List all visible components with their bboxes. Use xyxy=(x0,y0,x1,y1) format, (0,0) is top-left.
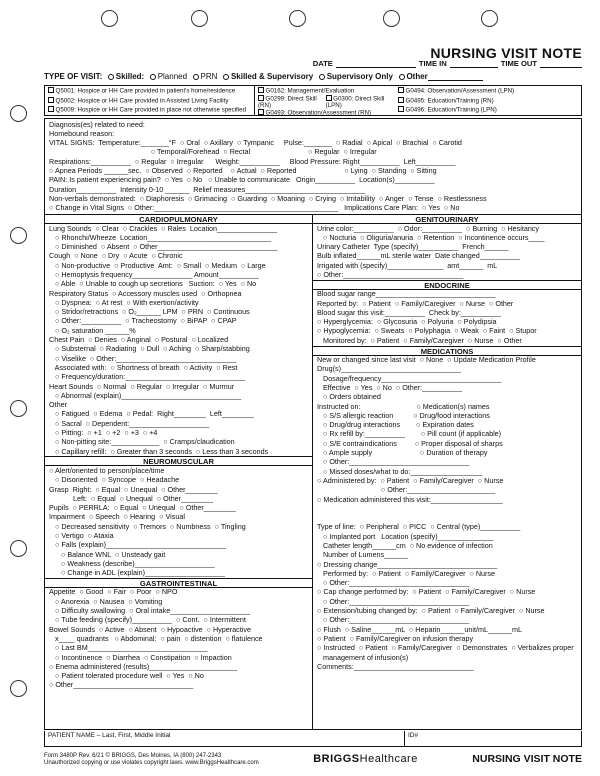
form-row[interactable]: Left: ○ Equal ○ Unequal ○ Other________ xyxy=(49,494,214,503)
skilled-option[interactable]: Skilled: xyxy=(108,72,144,81)
form-row[interactable]: ○ Other:______________________________ xyxy=(317,597,470,606)
form-row[interactable]: ○ Abnormal (explain)______________________________ xyxy=(49,391,242,400)
form-row[interactable]: ○ Decreased sensitivity ○ Tremors ○ Numbness ○ Tingling xyxy=(49,522,246,531)
form-row[interactable]: ○ Hyperglycemia: ○ Glycosuria ○ Polyuria ○ Polydipsia xyxy=(317,317,497,327)
form-row[interactable]: ○ Rx refill by:__________ ○ Pill count (if applicable) xyxy=(317,429,502,439)
footer-title: NURSING VISIT NOTE xyxy=(472,753,582,765)
form-row[interactable] xyxy=(317,514,577,523)
date-field[interactable] xyxy=(336,60,416,68)
form-row[interactable]: ○ Other______________________________ xyxy=(49,680,194,690)
form-row[interactable]: Diagnosis(es) related to need: xyxy=(49,120,145,129)
form-row[interactable]: ○ Pitting: ○ +1 ○ +2 ○ +3 ○ +4 xyxy=(49,428,158,438)
form-row[interactable]: ○ Sacral ○ Dependent:____________________ xyxy=(49,419,210,428)
form-row[interactable]: ○ Ample supply ○ Duration of therapy xyxy=(317,448,488,458)
form-title: NURSING VISIT NOTE xyxy=(430,45,582,61)
form-row[interactable]: ○ Hemoptysis frequency_______________ Amount__________ xyxy=(49,270,259,279)
form-row[interactable]: ○ Patient ○ Family/Caregiver on infusion therapy xyxy=(317,634,474,643)
form-row[interactable]: Associated with: ○ Shortness of breath ○ Activity ○ Rest xyxy=(49,363,238,372)
form-row[interactable]: Reported by: ○ Patient ○ Family/Caregiver ○ Nurse ○ Other xyxy=(317,299,514,308)
form-row[interactable]: ○ Orders obtained xyxy=(317,392,381,402)
form-row[interactable]: Cough ○ None ○ Dry ○ Acute ○ Chronic xyxy=(49,251,183,261)
patient-id-field[interactable]: ID# xyxy=(408,732,419,739)
punch-hole xyxy=(10,105,27,122)
form-row[interactable]: ○ Disoriented ○ Syncope ○ Headache xyxy=(49,475,180,485)
form-row[interactable]: ○ Rhonchi/Wheeze Location_______________________________ xyxy=(49,233,272,242)
form-row[interactable]: ○ Able ○ Unable to cough up secretions Suction: ○ Yes ○ No xyxy=(49,279,257,289)
form-row[interactable]: ○ Dyspnea: ○ At rest ○ With exertion/activity xyxy=(49,298,199,307)
form-row[interactable]: ○ Dressing change______________________________ xyxy=(317,560,498,569)
form-row[interactable]: Heart Sounds ○ Normal ○ Regular ○ Irregular ○ Murmur xyxy=(49,382,235,391)
form-row[interactable]: ○ Change in Vital Signs ○ Other:______________________________________________ Implications Care Plan: ○ Yes ○ No xyxy=(49,203,460,213)
supervisory-only-option[interactable]: Supervisory Only xyxy=(319,72,393,81)
code-option[interactable]: G0495: Education/Training (RN) xyxy=(398,97,578,105)
form-row[interactable]: ○ Last BM______________________________ xyxy=(49,643,208,653)
punch-hole xyxy=(10,227,27,244)
form-row[interactable]: ○ Medication administered this visit:__________________ xyxy=(317,495,503,504)
form-row[interactable] xyxy=(317,504,577,513)
time-in-field[interactable] xyxy=(450,60,498,68)
form-number: Form 3480P Rev. 6/21 © BRIGGS, Des Moines, IA (800) 247-2343 xyxy=(44,753,222,759)
form-row[interactable]: ○ Administered by: ○ Patient ○ Family/Caregiver ○ Nurse xyxy=(317,476,504,485)
section-header-genitourinary: GENITOURINARY xyxy=(313,214,581,224)
form-row[interactable]: ○ Incontinence ○ Diarrhea ○ Constipation ○ Impaction xyxy=(49,653,232,662)
code-option[interactable]: G0300: Direct Skill (LPN) xyxy=(325,95,385,110)
form-row[interactable]: Drug(s)______________________________ xyxy=(317,364,461,374)
punch-hole xyxy=(191,10,208,27)
briggs-logo: BRIGGSHealthcare xyxy=(313,753,418,765)
patient-id-bar xyxy=(44,731,582,747)
form-row[interactable]: ○ Balance WNL ○ Unsteady gait xyxy=(49,550,166,559)
form-row[interactable]: ○ Capillary refill: ○ Greater than 3 seconds ○ Less than 3 seconds xyxy=(49,447,269,456)
form-row[interactable]: Monitored by: ○ Patient ○ Family/Caregiver ○ Nurse ○ Other xyxy=(317,336,522,345)
form-row[interactable]: ○ Change in ADL (explain)____________________ xyxy=(49,568,225,578)
form-row[interactable]: Irrigated with (specify)______________ amt______ mL xyxy=(317,261,498,270)
form-row[interactable]: ○ Tube feeding (specify)__________ ○ Cont. ○ Intermittent xyxy=(49,615,246,625)
section-header-endocrine: ENDOCRINE xyxy=(313,280,581,290)
form-row[interactable]: Blood sugar this visit:__________ Check by:__________ xyxy=(317,308,501,317)
form-row[interactable]: ○ Drug/drug interactions ○ Expiration dates xyxy=(317,420,474,430)
form-row[interactable]: New or changed since last visit ○ None ○ Update Medication Profile xyxy=(317,355,536,365)
form-row[interactable]: ○ Other:______________________________ xyxy=(317,270,464,279)
form-row[interactable]: Urinary Catheter Type (specify)__________ French______ xyxy=(317,242,509,252)
form-row[interactable]: Bulb inflated______mL sterile water Date changed__________ xyxy=(317,251,520,261)
form-row[interactable]: Lung Sounds ○ Clear ○ Crackles ○ Rales Location_______________ xyxy=(49,224,277,233)
form-row[interactable]: PAIN: Is patient experiencing pain? ○ Yes ○ No ○ Unable to communicate Origin__________ Location(s)__________ xyxy=(49,175,435,185)
planned-option[interactable]: Planned xyxy=(150,72,187,81)
form-row[interactable]: ○ Implanted port Location (specify)______________ xyxy=(317,532,494,541)
form-row[interactable]: ○ Viselike ○ Other:______________________________ xyxy=(49,354,237,363)
punch-hole xyxy=(481,10,498,27)
section-header-neuromuscular: NEUROMUSCULAR xyxy=(45,456,312,466)
section-header-medications: MEDICATIONS xyxy=(313,346,581,356)
time-out-field[interactable] xyxy=(540,60,582,68)
code-option[interactable]: G0493: Observation/Assessment (RN) xyxy=(258,109,392,117)
form-row[interactable]: ○ Stridor/retractions ○ O₂______ LPM ○ PRN ○ Continuous xyxy=(49,307,250,317)
form-row[interactable]: Urine color:__________ ○ Odor:__________ ○ Burning ○ Hesitancy xyxy=(317,224,539,233)
form-row[interactable]: ○ Vertigo ○ Ataxia xyxy=(49,531,114,540)
vitals-section xyxy=(45,119,581,213)
form-row[interactable]: Performed by: ○ Patient ○ Family/Caregiver ○ Nurse xyxy=(317,569,495,578)
code-option[interactable]: G0494: Observation/Assessment (LPN) xyxy=(398,87,578,95)
form-row[interactable]: ○ Nocturia ○ Oliguria/anuria ○ Retention ○ Incontinence occurs____ xyxy=(317,233,545,242)
form-row[interactable]: Chest Pain ○ Denies ○ Anginal ○ Postural ○ Localized xyxy=(49,335,229,345)
form-row[interactable]: ○ Missed doses/what to do:__________________ xyxy=(317,467,483,476)
code-option[interactable]: G0299: Direct Skill (RN) xyxy=(258,95,317,110)
form-row[interactable]: Comments:______________________________ xyxy=(317,662,474,671)
code-option[interactable]: Q5002: Hospice or HH Care provided in Assisted Living Facility xyxy=(48,97,251,105)
footer xyxy=(44,753,582,767)
form-row[interactable]: Dosage/frequency______________________________ xyxy=(317,374,502,383)
form-row[interactable]: ○ Non-productive ○ Productive Amt: ○ Small ○ Medium ○ Large xyxy=(49,261,266,270)
form-row[interactable]: Catheter length______cm ○ No evidence of infection xyxy=(317,541,493,550)
form-row[interactable]: Grasp Right: ○ Equal ○ Unequal ○ Other________ xyxy=(49,485,218,494)
form-row[interactable]: ○ O₂ saturation ______% xyxy=(49,326,136,335)
time-out-label: TIME OUT xyxy=(500,59,537,68)
form-row[interactable]: Homebound reason: xyxy=(49,129,115,138)
form-row[interactable]: Respirations:__________ ○ Regular ○ Irregular Weight:__________ Blood Pressure: Right__________ Left__________ xyxy=(49,157,456,166)
type-of-visit xyxy=(44,72,582,81)
billing-codes xyxy=(44,85,582,116)
type-of-visit-label: TYPE OF VISIT: xyxy=(44,72,103,81)
form-row[interactable]: ○ Other:__________ ○ Tracheostomy ○ BiPAP ○ CPAP xyxy=(49,316,237,326)
form-row[interactable]: VITAL SIGNS: Temperature:_______°F ○ Oral ○ Axillary ○ Tympanic Pulse:_______ ○ Radial ○ Apical ○ Brachial ○ Carotid xyxy=(49,138,462,148)
punch-hole xyxy=(101,10,118,27)
form-row[interactable]: ○ S/E contraindications ○ Proper disposal of sharps xyxy=(317,439,503,448)
punch-hole xyxy=(383,10,400,27)
other-option[interactable]: Other xyxy=(399,72,483,81)
form-row[interactable]: Non-verbals demonstrated: ○ Diaphoresis ○ Grimacing ○ Guarding ○ Moaning ○ Crying ○ Irritability ○ Anger ○ Tense ○ Restlessness xyxy=(49,194,487,203)
form-row[interactable]: x____ quadrants ○ Abdominal: ○ pain ○ distention ○ flatulence xyxy=(49,634,263,643)
left-column xyxy=(45,214,313,729)
form-row[interactable]: ○ Instructed ○ Patient ○ Family/Caregiver ○ Demonstrates ○ Verbalizes proper xyxy=(317,643,574,653)
form-row[interactable]: Instructed on: ○ Medication(s) names xyxy=(317,402,490,411)
code-option[interactable]: G0162: Management/Evaluation xyxy=(258,87,392,95)
form-row[interactable]: management of infusion(s) xyxy=(317,653,409,662)
form-row[interactable]: ○ Non-pitting site:____________ ○ Cramps/claudication xyxy=(49,437,235,447)
visit-times xyxy=(313,60,582,69)
right-column xyxy=(313,214,581,729)
form-row[interactable]: ○ Other:______________________ xyxy=(317,485,496,495)
form-row[interactable]: Bowel Sounds ○ Active ○ Absent ○ Hypoactive ○ Hyperactive xyxy=(49,625,251,634)
form-row[interactable]: ○ Weakness (describe)____________________ xyxy=(49,559,215,568)
form-row[interactable]: Impairment ○ Speech ○ Hearing ○ Visual xyxy=(49,512,185,522)
form-row[interactable]: ○ S/S allergic reaction ○ Drug/food interactions xyxy=(317,411,490,420)
punch-hole xyxy=(10,540,27,557)
form-row[interactable]: ○ Falls (explain)______________________________ xyxy=(49,540,226,550)
form-row[interactable]: ○ Extension/tubing changed by: ○ Patient ○ Family/Caregiver ○ Nurse xyxy=(317,606,545,616)
form-row[interactable]: ○ Fatigued ○ Edema ○ Pedal: Right________ Left________ xyxy=(49,409,254,419)
date-label: DATE xyxy=(312,59,333,68)
form-row[interactable]: ○ Frequency/duration:______________________________ xyxy=(49,372,246,382)
section-header-gastrointestinal: GASTROINTESTINAL xyxy=(45,578,312,588)
form-row[interactable]: ○ Substernal ○ Radiating ○ Dull ○ Aching ○ Sharp/stabbing xyxy=(49,344,250,354)
form-row[interactable]: ○ Other:______________________________ xyxy=(317,615,470,625)
form-row[interactable]: Blood sugar range______________________________ xyxy=(317,289,496,299)
section-header-cardiopulmonary: CARDIOPULMONARY xyxy=(45,214,312,224)
form-row[interactable]: Respiratory Status ○ Accessory muscles used ○ Orthopnea xyxy=(49,289,242,298)
time-in-label: TIME IN xyxy=(418,59,447,68)
copyright-notice: Unauthorized copying or use violates copyright laws. www.BriggsHealthcare.com xyxy=(44,759,259,766)
form-row[interactable]: Duration__________ Intensity 0-10 ______ Relief measures______________________________ xyxy=(49,185,366,194)
form-row[interactable]: ○ Enema administered (results)______________________ xyxy=(49,662,238,671)
form-row[interactable]: ○ Other:______________________________ xyxy=(317,457,470,467)
form-row[interactable]: Number of Lumens______ xyxy=(317,550,409,560)
form-row[interactable]: ○ Difficulty swallowing ○ Oral intake____________________ xyxy=(49,606,251,616)
form-row[interactable]: ○ Diminished ○ Absent ○ Other______________________________ xyxy=(49,242,278,252)
prn-option[interactable]: PRN xyxy=(193,72,217,81)
form-row[interactable]: Effective ○ Yes ○ No ○ Other:__________ xyxy=(317,383,463,392)
form-row[interactable]: ○ Alert/oriented to person/place/time xyxy=(49,466,165,475)
code-option[interactable]: Q5009: Hospice or HH Care provided in place not otherwise specified xyxy=(48,106,251,114)
form-row[interactable]: ○ Hypoglycemia: ○ Sweats ○ Polyphagia ○ Weak ○ Faint ○ Stupor xyxy=(317,326,537,336)
form-row[interactable]: Appetite ○ Good ○ Fair ○ Poor ○ NPO xyxy=(49,587,178,597)
form-row[interactable]: ○ Flush ○ Saline______mL ○ Heparin______unit/mL______mL xyxy=(317,625,522,634)
punch-hole xyxy=(289,10,306,27)
two-column-area xyxy=(45,214,581,729)
punch-hole xyxy=(10,400,27,417)
form-body xyxy=(44,118,582,730)
skilled-supervisory-option[interactable]: Skilled & Supervisory xyxy=(223,72,313,81)
form-row[interactable]: ○ Anorexia ○ Nausea ○ Vomiting xyxy=(49,597,163,606)
form-row[interactable]: ○ Other:______________________________ xyxy=(317,578,470,588)
form-row[interactable]: ○ Apnea Periods ______sec. ○ Observed ○ Reported ○ Actual ○ Reported ○ Lying ○ Standing ○ Sitting xyxy=(49,166,437,175)
code-option[interactable]: G0496: Education/Training (LPN) xyxy=(398,106,578,114)
form-row[interactable]: ○ Temporal/Forehead ○ Rectal ○ Regular ○ Irregular xyxy=(49,147,377,157)
patient-name-field[interactable]: PATIENT NAME – Last, First, Middle Initial xyxy=(45,731,405,746)
form-row[interactable]: Pupils ○ PERRLA: ○ Equal ○ Unequal ○ Other________ xyxy=(49,503,236,513)
punch-hole xyxy=(10,680,27,697)
code-option[interactable]: Q5001: Hospice or HH Care provided in patient's home/residence xyxy=(48,87,251,95)
form-row[interactable]: ○ Patient tolerated procedure well ○ Yes ○ No xyxy=(49,671,204,681)
form-row[interactable]: Other xyxy=(49,400,67,410)
form-row[interactable]: Type of line: ○ Peripheral ○ PICC ○ Central (type)__________ xyxy=(317,522,521,532)
form-row[interactable]: ○ Cap change performed by: ○ Patient ○ Family/Caregiver ○ Nurse xyxy=(317,587,536,597)
